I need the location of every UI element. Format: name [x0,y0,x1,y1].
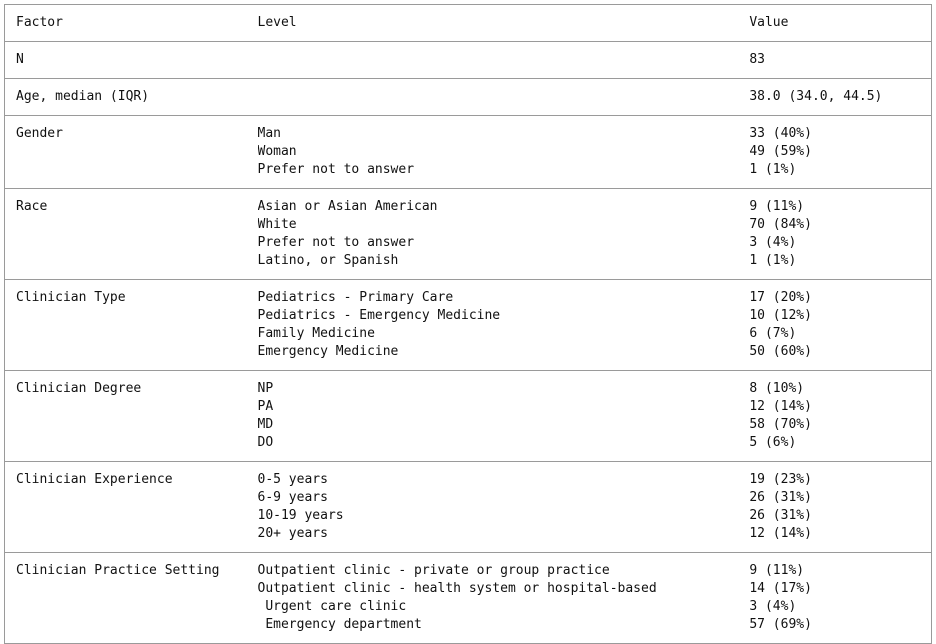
level-cell [258,42,750,79]
value-text: 38.0 (34.0, 44.5) [749,89,883,104]
header-value: Value [749,5,931,42]
table-row [5,79,932,116]
level-text: Pediatrics - Primary Care [257,290,454,305]
value-text: 70 (84%) [749,217,812,232]
level-text [258,88,750,106]
level-text: Asian or Asian American [257,199,438,214]
value-cell [749,553,931,644]
value-cell [749,371,931,462]
value-text: 57 (69%) [749,617,812,632]
level-text: Outpatient clinic - health system or hospital-based [257,581,657,596]
table-row [5,42,932,79]
level-cell [258,371,750,462]
level-text [258,51,750,69]
value-text: 12 (14%) [749,526,812,541]
level-text: Woman [257,144,297,159]
value-cell [749,42,931,79]
value-cell [749,189,931,280]
level-text: Prefer not to answer [257,235,415,250]
table-row [5,116,932,189]
factor-cell: Clinician Experience [5,462,258,553]
value-text: 1 (1%) [749,162,797,177]
value-text: 14 (17%) [749,581,812,596]
value-text: 83 [749,52,765,67]
level-text: Man [257,126,281,141]
header-factor: Factor [5,5,258,42]
level-text: 6-9 years [257,490,328,505]
level-text: MD [257,417,274,432]
level-text: Pediatrics - Emergency Medicine [257,308,501,323]
table-row [5,462,932,553]
level-text: Family Medicine [257,326,375,341]
value-text: 33 (40%) [749,126,812,141]
value-text: 3 (4%) [749,599,797,614]
value-text: 50 (60%) [749,344,812,359]
level-text: Prefer not to answer [257,162,415,177]
value-text: 1 (1%) [749,253,797,268]
value-text: 9 (11%) [749,563,805,578]
header-row [5,5,932,42]
level-text: Emergency Medicine [257,344,399,359]
level-text: 10-19 years [257,508,344,523]
level-text: DO [257,435,274,450]
level-text: Urgent care clinic [257,599,407,614]
table-body [5,42,932,644]
factor-cell: N [5,42,258,79]
value-text: 58 (70%) [749,417,812,432]
value-text: 8 (10%) [749,381,805,396]
value-text: 9 (11%) [749,199,805,214]
level-cell [258,553,750,644]
value-cell [749,280,931,371]
factor-cell: Clinician Type [5,280,258,371]
table-row [5,371,932,462]
level-text: 20+ years [257,526,328,541]
level-cell [258,79,750,116]
factor-cell: Race [5,189,258,280]
level-text: Latino, or Spanish [257,253,399,268]
factor-cell: Age, median (IQR) [5,79,258,116]
value-text: 26 (31%) [749,508,812,523]
factor-cell: Clinician Practice Setting [5,553,258,644]
level-cell [258,116,750,189]
level-cell [258,462,750,553]
value-cell [749,116,931,189]
value-cell [749,462,931,553]
value-text: 49 (59%) [749,144,812,159]
table-row [5,280,932,371]
level-text: PA [257,399,274,414]
level-text: NP [257,381,274,396]
demographics-table [4,4,932,644]
level-text: Outpatient clinic - private or group practice [257,563,610,578]
value-text: 10 (12%) [749,308,812,323]
table-row [5,553,932,644]
header-level: Level [258,5,750,42]
factor-cell: Gender [5,116,258,189]
value-cell [749,79,931,116]
value-text: 17 (20%) [749,290,812,305]
level-text: Emergency department [257,617,422,632]
factor-cell: Clinician Degree [5,371,258,462]
value-text: 26 (31%) [749,490,812,505]
level-cell [258,280,750,371]
value-text: 6 (7%) [749,326,797,341]
value-text: 12 (14%) [749,399,812,414]
value-text: 19 (23%) [749,472,812,487]
value-text: 5 (6%) [749,435,797,450]
level-text: 0-5 years [257,472,328,487]
table-row [5,189,932,280]
level-cell [258,189,750,280]
level-text: White [257,217,297,232]
value-text: 3 (4%) [749,235,797,250]
